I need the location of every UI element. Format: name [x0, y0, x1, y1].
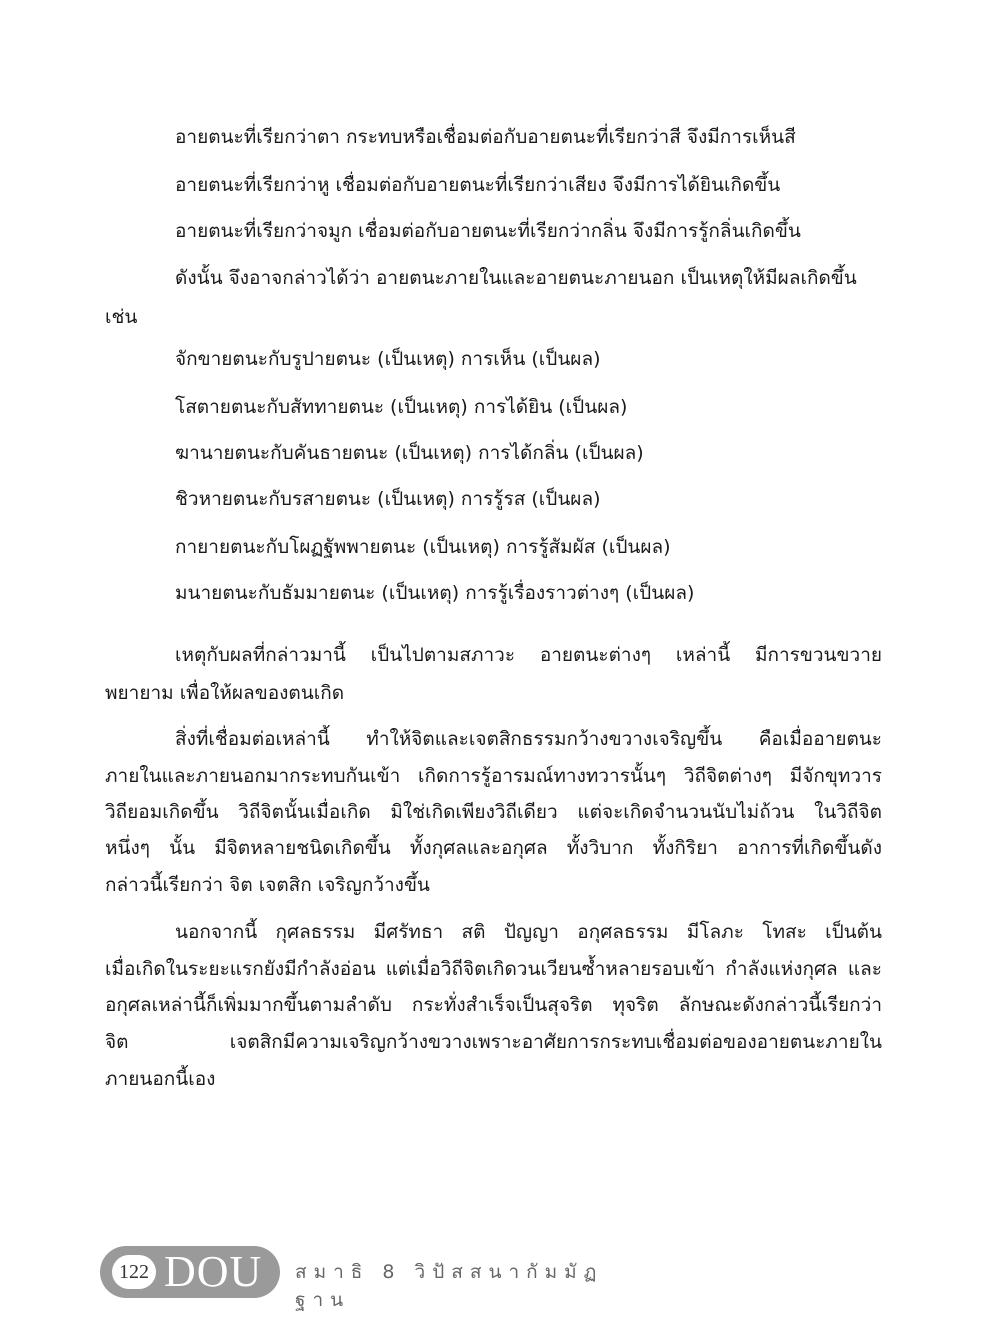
series-title: สมาธิ 8 วิปัสสนากัมมัฏฐาน: [295, 1261, 604, 1311]
paragraph-line: จิต เจตสิกมีความเจริญกว้างขวางเพราะอาศัยการกระทบเชื่อมต่อของอายตนะภายใน: [105, 1031, 882, 1053]
list-item: กายายตนะกับโผฏฐัพพายตนะ (เป็นเหตุ) การรู้สัมผัส (เป็นผล): [175, 536, 671, 558]
paragraph-line: อายตนะที่เรียกว่าตา กระทบหรือเชื่อมต่อกับอายตนะที่เรียกว่าสี จึงมีการเห็นสี: [175, 126, 796, 148]
paragraph-line: ภายนอกนี้เอง: [105, 1068, 216, 1090]
paragraph-line: หนึ่งๆ นั้น มีจิตหลายชนิดเกิดขึ้น ทั้งกุศลและอกุศล ทั้งวิบาก ทั้งกิริยา อาการที่เกิดขึ้นดัง: [105, 837, 882, 859]
paragraph-line: พยายาม เพื่อให้ผลของตนเกิด: [105, 682, 345, 704]
list-item: จักขายตนะกับรูปายตนะ (เป็นเหตุ) การเห็น (เป็นผล): [175, 348, 601, 370]
paragraph-line: อายตนะที่เรียกว่าจมูก เชื่อมต่อกับอายตนะที่เรียกว่ากลิ่น จึงมีการรู้กลิ่นเกิดขึ้น: [175, 220, 801, 242]
paragraph-line: ภายในและภายนอกมากระทบกันเข้า เกิดการรู้อารมณ์ทางทวารนั้นๆ วิถีจิตต่างๆ มีจักขุทวาร: [105, 765, 882, 787]
list-item: โสตายตนะกับสัททายตนะ (เป็นเหตุ) การได้ยิน (เป็นผล): [175, 396, 628, 418]
page-number: 122: [112, 1255, 156, 1289]
paragraph-line: เมื่อเกิดในระยะแรกยังมีกำลังอ่อน แต่เมื่อวิถีจิตเกิดวนเวียนซ้ำหลายรอบเข้า กำลังแห่งกุศล และ: [105, 958, 882, 980]
paragraph-line: อายตนะที่เรียกว่าหู เชื่อมต่อกับอายตนะที่เรียกว่าเสียง จึงมีการได้ยินเกิดขึ้น: [175, 174, 781, 196]
dou-logo: DOU: [164, 1247, 263, 1296]
list-item: มนายตนะกับธัมมายตนะ (เป็นเหตุ) การรู้เรื่องราวต่างๆ (เป็นผล): [175, 582, 695, 604]
paragraph-line: นอกจากนี้ กุศลธรรม มีศรัทธา สติ ปัญญา อกุศลธรรม มีโลภะ โทสะ เป็นต้น: [175, 921, 882, 943]
paragraph-line: อกุศลเหล่านี้ก็เพิ่มมากขึ้นตามลำดับ กระทั่งสำเร็จเป็นสุจริต ทุจริต ลักษณะดังกล่าวนี้เรียกว่า: [105, 994, 882, 1016]
footer-badge: [100, 1246, 280, 1298]
paragraph-line: เหตุกับผลที่กล่าวมานี้ เป็นไปตามสภาวะ อายตนะต่างๆ เหล่านี้ มีการขวนขวาย: [175, 644, 882, 666]
paragraph-line: ดังนั้น จึงอาจกล่าวได้ว่า อายตนะภายในและอายตนะภายนอก เป็นเหตุให้มีผลเกิดขึ้น: [175, 267, 857, 289]
paragraph-line: สิ่งที่เชื่อมต่อเหล่านี้ ทำให้จิตและเจตสิกธรรมกว้างขวางเจริญขึ้น คือเมื่ออายตนะ: [175, 728, 882, 750]
paragraph-line: วิถียอมเกิดขึ้น วิถีจิตนั้นเมื่อเกิด มิใช่เกิดเพียงวิถีเดียว แต่จะเกิดจำนวนนับไม่ถ้วน ในวิถีจิต: [105, 801, 882, 823]
paragraph-line: กล่าวนี้เรียกว่า จิต เจตสิก เจริญกว้างขึ้น: [105, 874, 430, 896]
list-item: ฆานายตนะกับคันธายตนะ (เป็นเหตุ) การได้กลิ่น (เป็นผล): [175, 442, 644, 464]
list-item: ชิวหายตนะกับรสายตนะ (เป็นเหตุ) การรู้รส (เป็นผล): [175, 488, 601, 510]
paragraph-line: เช่น: [105, 306, 138, 328]
page-footer: [100, 1246, 630, 1311]
